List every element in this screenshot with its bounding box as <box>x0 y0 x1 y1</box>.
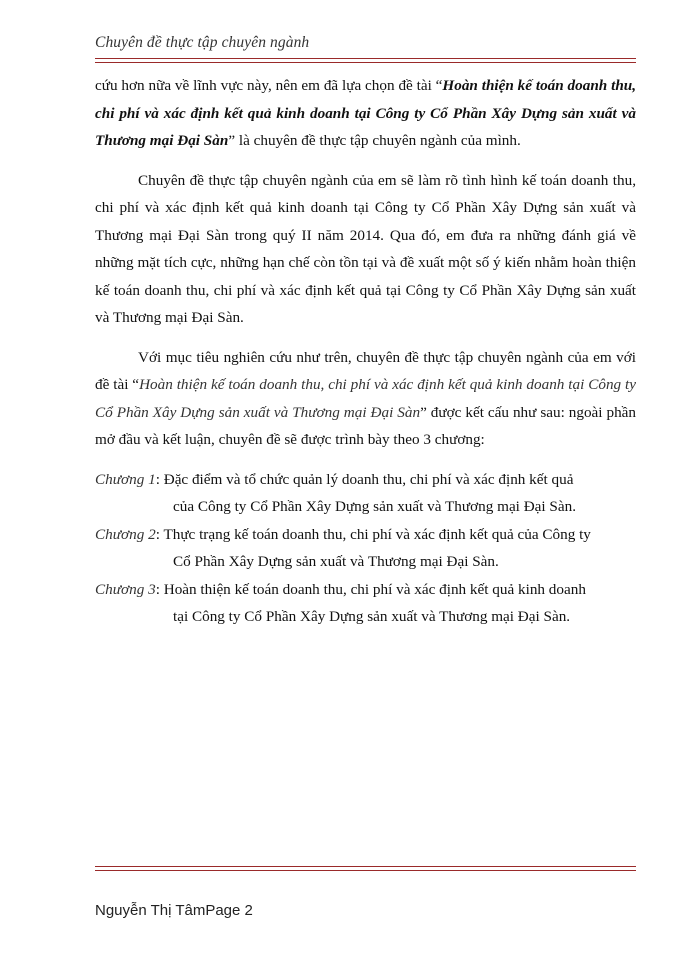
chapter-line2: của Công ty Cổ Phần Xây Dựng sản xuất và Thương mại Đại Sàn. <box>173 498 577 515</box>
chapter-line1: : Hoàn thiện kế toán doanh thu, chi phí và xác định kết quả kinh doanh <box>155 580 586 598</box>
chapter-label: Chương 1 <box>95 470 156 488</box>
p1-thesis-title: Hoàn thiện kế toán doanh thu, chi phí và xác định kết quả kinh doanh tại Công ty Cổ Phần Xây Dựng sản xuất và Thương mại Đại Sàn <box>95 77 637 149</box>
chapter-line2: tại Công ty Cổ Phần Xây Dựng sản xuất và Thương mại Đại Sàn. <box>173 608 571 625</box>
body-content <box>95 72 636 631</box>
footer-double-rule <box>95 866 636 871</box>
chapter-line1: : Thực trạng kế toán doanh thu, chi phí và xác định kết quả của Công ty <box>155 525 591 543</box>
chapter-line2: Cổ Phần Xây Dựng sản xuất và Thương mại Đại Sàn. <box>173 553 499 570</box>
paragraph-2: Chuyên đề thực tập chuyên ngành của em sẽ làm rõ tình hình kế toán doanh thu, chi phí và xác định kết quả kinh doanh tại Công ty Cổ Phần Xây Dựng sản xuất và Thương mại Đại Sàn trong quý II năm 2014. Qua đó, em đưa ra những đánh giá về những mặt tích cực, những hạn chế còn tồn tại và đề xuất một số ý kiến nhằm hoàn thiện kế toán doanh thu, chi phí và xác định kết quả tại Công ty Cổ Phần Xây Dựng sản xuất và Thương mại Đại Sàn. <box>95 171 636 326</box>
page-header-title: Chuyên đề thực tập chuyên ngành <box>95 34 310 51</box>
paragraph-3 <box>95 344 636 454</box>
paragraph-1 <box>95 72 636 155</box>
chapter-label: Chương 3 <box>95 580 156 598</box>
chapter-label: Chương 2 <box>95 525 156 543</box>
p1-text-before: cứu hơn nữa về lĩnh vực này, nên em đã lựa chọn đề tài “ <box>95 77 443 94</box>
page-footer: Nguyễn Thị TâmPage 2 <box>95 902 253 919</box>
chapter-line1: : Đặc điểm và tổ chức quản lý doanh thu, chi phí và xác định kết quả <box>155 470 574 488</box>
chapter-item <box>95 521 636 576</box>
p3-thesis-title: Hoàn thiện kế toán doanh thu, chi phí và xác định kết quả kinh doanh tại Công ty Cổ Phần Xây Dựng sản xuất và Thương mại Đại Sàn <box>95 376 636 421</box>
p1-text-after: ” là chuyên đề thực tập chuyên ngành của mình. <box>228 132 521 149</box>
header-double-rule <box>95 58 636 63</box>
chapter-item <box>95 466 636 521</box>
p3-text-after: ” được kết cấu như sau: ngoài phần mở đầu và kết luận, chuyên đề sẽ được trình bày theo 3 chương: <box>95 403 637 448</box>
p3-text-before: Với mục tiêu nghiên cứu như trên, chuyên đề thực tập chuyên ngành của em với đề tài “ <box>95 348 636 393</box>
chapter-item <box>95 576 636 631</box>
chapter-list <box>95 466 636 631</box>
